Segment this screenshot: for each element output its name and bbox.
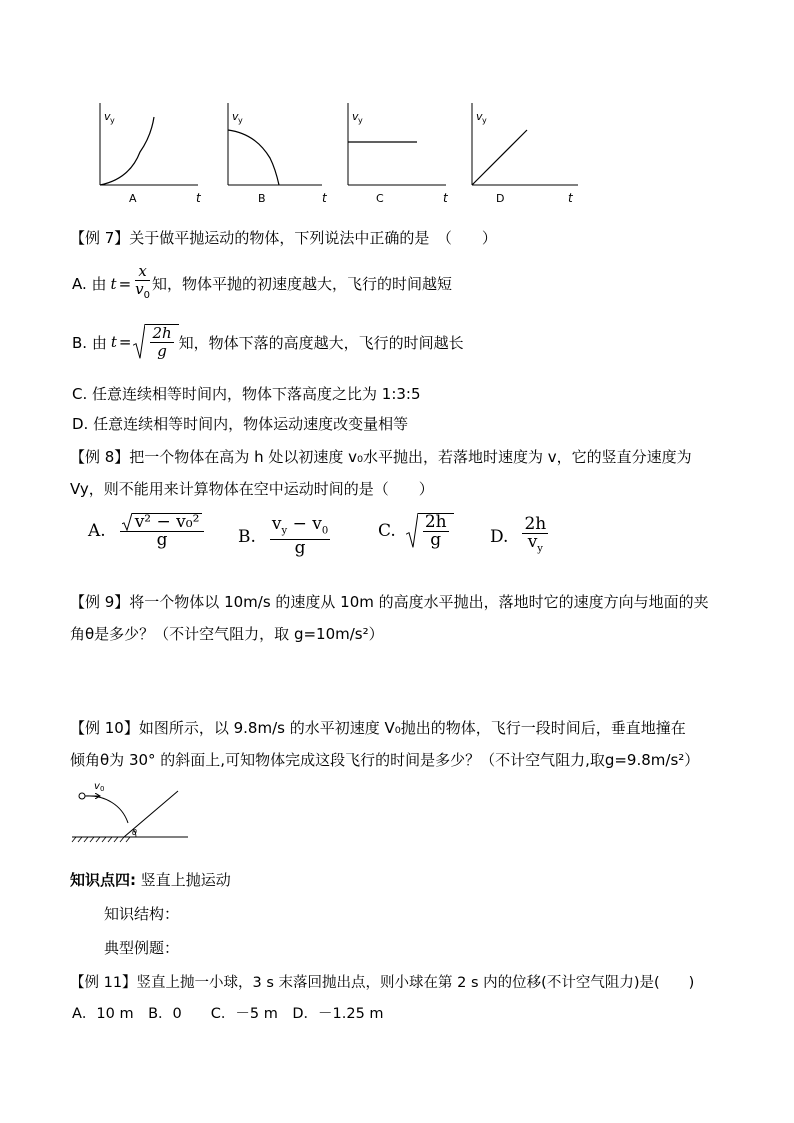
ex10-line1: 【例 10】如图所示，以 9.8m/s 的水平初速度 V₀抛出的物体，飞行一段时间后，垂直地撞在 bbox=[70, 719, 686, 737]
ex10-line2: 倾角θ为 30° 的斜面上,可知物体完成这段飞行的时间是多少？（不计空气阻力,取g=9.8m/s²） bbox=[70, 751, 700, 769]
ex7-option-d: D. 任意连续相等时间内，物体运动速度改变量相等 bbox=[72, 415, 409, 433]
svg-text:t: t bbox=[322, 191, 327, 205]
graph-a-ylabel: v bbox=[104, 110, 111, 123]
graph-a bbox=[100, 103, 202, 205]
graph-c bbox=[348, 103, 449, 205]
graph-d bbox=[472, 103, 578, 205]
ex11-question: 【例 11】竖直上抛一小球，3 s 末落回抛出点，则小球在第 2 s 内的位移(不计空气阻力)是( ) bbox=[70, 975, 695, 991]
ex7-question: 【例 7】关于做平抛运动的物体，下列说法中正确的是 （ ） bbox=[70, 229, 497, 247]
section4-title: 知识点四: 竖直上抛运动 bbox=[70, 871, 231, 889]
vt-graphs bbox=[0, 95, 794, 210]
ex8-option-d: D. $\frac{2h}{v_y}$ bbox=[490, 514, 547, 555]
graph-a-caption: A bbox=[129, 192, 137, 205]
ex7-option-c: C. 任意连续相等时间内，物体下落高度之比为 1:3:5 bbox=[72, 385, 421, 403]
svg-text:y: y bbox=[482, 116, 487, 125]
ex8-line1: 【例 8】把一个物体在高为 h 处以初速度 v₀水平抛出，若落地时速度为 v，它的竖直分速度为 bbox=[70, 448, 692, 466]
svg-text:v: v bbox=[352, 110, 359, 123]
graph-d-caption: D bbox=[496, 192, 505, 205]
ex8-option-c: C. $\frac{2h}{g}$ bbox=[378, 513, 454, 549]
incline-figure bbox=[70, 773, 190, 843]
svg-text:y: y bbox=[238, 116, 243, 125]
ex8-line2: Vy，则不能用来计算物体在空中运动时间的是（ ） bbox=[70, 480, 434, 498]
svg-text:v: v bbox=[476, 110, 483, 123]
ex9-line1: 【例 9】将一个物体以 10m/s 的速度从 10m 的高度水平抛出，落地时它的速度方向与地面的夹 bbox=[70, 593, 709, 611]
ex11-options: A．10 m B．0 C．－5 m D．－1.25 m bbox=[72, 1006, 384, 1022]
ex9-line2: 角θ是多少？（不计空气阻力，取 g=10m/s²） bbox=[70, 625, 384, 643]
section4-examples: 典型例题： bbox=[104, 939, 180, 957]
ex8-option-a: A. $\frac{\text{v² − v₀²}}{g}$ bbox=[88, 513, 206, 549]
section4-structure: 知识结构： bbox=[104, 905, 180, 923]
graph-c-caption: C bbox=[376, 192, 384, 205]
svg-text:θ: θ bbox=[132, 828, 137, 837]
ex7-option-a: A. 由 t = $\frac{x}{v_0}$ 知，物体平抛的初速度越大，飞行的时间越短 bbox=[72, 263, 452, 304]
fraction-x-over-v0: $\frac{x}{v_0}$ bbox=[135, 262, 151, 301]
svg-text:v: v bbox=[94, 781, 100, 792]
svg-text:y: y bbox=[110, 116, 115, 125]
sqrt-2h-over-g: $\frac{2h}{g}$ bbox=[133, 324, 178, 360]
svg-text:y: y bbox=[358, 116, 363, 125]
svg-text:t: t bbox=[196, 191, 201, 205]
ex7-option-b: B. 由 t = $\frac{2h}{g}$ 知，物体下落的高度越大，飞行的时间越长 bbox=[72, 324, 464, 360]
svg-text:v: v bbox=[232, 110, 239, 123]
svg-text:t: t bbox=[568, 191, 573, 205]
graph-b bbox=[228, 103, 328, 205]
graph-b-caption: B bbox=[258, 192, 266, 205]
svg-text:0: 0 bbox=[100, 785, 105, 793]
svg-text:t: t bbox=[443, 191, 448, 205]
ex8-option-b: B. $\frac{v_y - v_0}{g}$ bbox=[238, 514, 329, 559]
